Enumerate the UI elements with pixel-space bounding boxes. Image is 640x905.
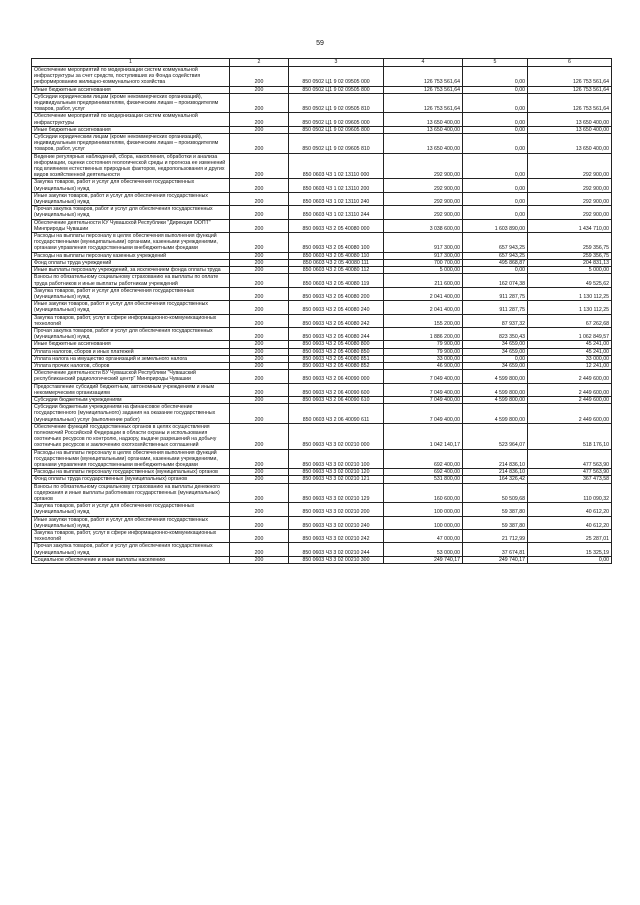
row-code: 200 <box>230 67 289 87</box>
row-classification-code: 850 0603 Ч3 2 05 40080 110 <box>289 252 384 259</box>
table-row <box>32 396 612 403</box>
row-description: Взносы по обязательному социальному страхованию на выплаты денежного содержания и иные выплаты работникам государственных (муниципальных) органов <box>32 483 230 503</box>
row-description: Обеспечение мероприятий по модернизации систем коммунальной инфраструктуры за счет средств, поступивших из Фонда содействия реформированию жилищно-коммунального хозяйства <box>32 67 230 87</box>
row-classification-code: 850 0603 Ч3 2 05 40080 240 <box>289 301 384 314</box>
row-code: 200 <box>230 341 289 348</box>
row-description: Уплата прочих налогов, сборов <box>32 362 230 369</box>
row-executed: 34 659,00 <box>463 341 528 348</box>
row-code: 200 <box>230 259 289 266</box>
row-code: 200 <box>230 348 289 355</box>
row-unexecuted: 0,00 <box>528 556 612 563</box>
row-code: 200 <box>230 274 289 287</box>
row-executed: 823 350,43 <box>463 327 528 340</box>
row-approved: 249 740,17 <box>384 556 463 563</box>
row-unexecuted: 25 287,01 <box>528 530 612 543</box>
row-executed: 164 326,42 <box>463 476 528 483</box>
table-row <box>32 483 612 503</box>
table-row <box>32 503 612 516</box>
row-executed: 1 603 890,00 <box>463 219 528 232</box>
row-executed: 911 287,75 <box>463 301 528 314</box>
row-unexecuted: 45 241,00 <box>528 348 612 355</box>
row-approved: 46 900,00 <box>384 362 463 369</box>
row-classification-code: 850 0603 Ч3 1 02 13110 200 <box>289 179 384 192</box>
row-unexecuted: 40 612,20 <box>528 503 612 516</box>
row-approved: 7 049 400,00 <box>384 396 463 403</box>
row-code: 200 <box>230 113 289 126</box>
row-unexecuted: 2 449 600,00 <box>528 383 612 396</box>
row-unexecuted: 1 434 710,00 <box>528 219 612 232</box>
table-row <box>32 404 612 424</box>
row-executed: 4 599 800,00 <box>463 383 528 396</box>
row-approved: 13 650 400,00 <box>384 113 463 126</box>
row-approved: 79 900,00 <box>384 348 463 355</box>
row-classification-code: 850 0603 Ч3 2 05 40080 851 <box>289 355 384 362</box>
header-cell: 1 <box>32 59 230 67</box>
row-approved: 47 000,00 <box>384 530 463 543</box>
row-approved: 33 000,00 <box>384 355 463 362</box>
row-code: 200 <box>230 301 289 314</box>
row-description: Фонд оплаты труда государственных (муниципальных) органов <box>32 476 230 483</box>
row-classification-code: 850 0603 Ч3 3 02 00210 240 <box>289 516 384 529</box>
row-code: 200 <box>230 556 289 563</box>
row-executed: 249 740,17 <box>463 556 528 563</box>
row-description: Обеспечение деятельности БУ Чувашской Республики "Чувашский республиканский радиологический центр" Минприроды Чувашии <box>32 370 230 383</box>
table-row <box>32 93 612 113</box>
table-row <box>32 219 612 232</box>
row-description: Расходы на выплаты персоналу государственных (муниципальных) органов <box>32 469 230 476</box>
row-code: 200 <box>230 93 289 113</box>
row-description: Расходы на выплаты персоналу в целях обеспечения выполнения функций государственными (муниципальными) органами, казенными учреждениями, органами управления государственными внебюджетными фондами <box>32 449 230 469</box>
table-row <box>32 126 612 133</box>
row-code: 200 <box>230 362 289 369</box>
row-executed: 0,00 <box>463 192 528 205</box>
row-code: 200 <box>230 530 289 543</box>
table-row <box>32 179 612 192</box>
row-approved: 5 000,00 <box>384 267 463 274</box>
row-approved: 292 900,00 <box>384 153 463 179</box>
row-classification-code: 850 0603 Ч3 2 06 40090 600 <box>289 383 384 396</box>
row-executed: 657 943,25 <box>463 233 528 253</box>
row-approved: 13 650 400,00 <box>384 126 463 133</box>
row-executed: 4 599 800,00 <box>463 370 528 383</box>
row-description: Иные закупки товаров, работ и услуг для обеспечения государственных (муниципальных) нужд <box>32 301 230 314</box>
row-classification-code: 850 0603 Ч3 3 02 00210 120 <box>289 469 384 476</box>
row-approved: 13 650 400,00 <box>384 134 463 154</box>
row-classification-code: 850 0603 Ч3 1 02 13110 244 <box>289 206 384 219</box>
row-description: Прочая закупка товаров, работ и услуг для обеспечения государственных (муниципальных) нужд <box>32 543 230 556</box>
row-code: 200 <box>230 314 289 327</box>
row-approved: 917 300,00 <box>384 233 463 253</box>
row-classification-code: 850 0603 Ч3 3 02 00210 000 <box>289 423 384 449</box>
row-description: Иные закупки товаров, работ и услуг для обеспечения государственных (муниципальных) нужд <box>32 192 230 205</box>
row-approved: 126 753 561,64 <box>384 67 463 87</box>
row-code: 200 <box>230 370 289 383</box>
row-code: 200 <box>230 355 289 362</box>
table-row <box>32 530 612 543</box>
row-executed: 911 287,75 <box>463 287 528 300</box>
row-executed: 214 836,10 <box>463 449 528 469</box>
row-description: Субсидии юридическим лицам (кроме некоммерческих организаций), индивидуальным предпринимателям, физическим лицам – производителям товаров, работ, услуг <box>32 93 230 113</box>
row-approved: 531 800,00 <box>384 476 463 483</box>
row-description: Закупка товаров, работ, услуг в сфере информационно-коммуникационных технологий <box>32 314 230 327</box>
row-classification-code: 850 0502 Ц1 9 02 09605 810 <box>289 134 384 154</box>
row-executed: 495 868,87 <box>463 259 528 266</box>
row-description: Закупка товаров, работ, услуг в сфере информационно-коммуникационных технологий <box>32 530 230 543</box>
table-row <box>32 556 612 563</box>
budget-table <box>31 58 612 564</box>
header-cell: 4 <box>384 59 463 67</box>
row-classification-code: 850 0603 Ч3 2 05 40080 100 <box>289 233 384 253</box>
row-code: 200 <box>230 516 289 529</box>
row-approved: 7 049 400,00 <box>384 383 463 396</box>
row-approved: 2 041 400,00 <box>384 301 463 314</box>
row-unexecuted: 259 356,75 <box>528 233 612 253</box>
table-row <box>32 67 612 87</box>
row-approved: 126 753 561,64 <box>384 86 463 93</box>
row-classification-code: 850 0603 Ч3 3 02 00210 100 <box>289 449 384 469</box>
row-unexecuted: 2 449 600,00 <box>528 404 612 424</box>
row-unexecuted: 292 900,00 <box>528 153 612 179</box>
row-unexecuted: 12 241,00 <box>528 362 612 369</box>
row-unexecuted: 204 831,13 <box>528 259 612 266</box>
row-code: 200 <box>230 287 289 300</box>
row-description: Уплата налогов, сборов и иных платежей <box>32 348 230 355</box>
row-unexecuted: 33 000,00 <box>528 355 612 362</box>
row-description: Ведение регулярных наблюдений, сбора, накопления, обработки и анализа информации, оценки состояния геологической среды и прогноза ее изменений под влиянием естественных природных факторов, недропользования и других видов хозяйственной деятельности <box>32 153 230 179</box>
row-code: 200 <box>230 404 289 424</box>
row-description: Социальное обеспечение и иные выплаты населению <box>32 556 230 563</box>
header-cell: 3 <box>289 59 384 67</box>
row-unexecuted: 1 130 112,25 <box>528 301 612 314</box>
row-approved: 100 000,00 <box>384 503 463 516</box>
row-code: 200 <box>230 219 289 232</box>
row-unexecuted: 13 650 400,00 <box>528 113 612 126</box>
row-description: Закупка товаров, работ и услуг для обеспечения государственных (муниципальных) нужд <box>32 179 230 192</box>
row-description: Субсидии бюджетным учреждениям <box>32 396 230 403</box>
row-classification-code: 850 0603 Ч3 3 02 00210 244 <box>289 543 384 556</box>
row-description: Иные бюджетные ассигнования <box>32 341 230 348</box>
row-code: 200 <box>230 126 289 133</box>
table-row <box>32 86 612 93</box>
row-unexecuted: 477 563,90 <box>528 469 612 476</box>
row-executed: 0,00 <box>463 206 528 219</box>
row-classification-code: 850 0603 Ч3 1 02 13110 000 <box>289 153 384 179</box>
table-row <box>32 355 612 362</box>
table-row <box>32 362 612 369</box>
table-row <box>32 206 612 219</box>
row-unexecuted: 292 900,00 <box>528 192 612 205</box>
row-approved: 1 042 140,17 <box>384 423 463 449</box>
row-classification-code: 850 0502 Ц1 9 02 09605 800 <box>289 126 384 133</box>
row-executed: 34 659,00 <box>463 362 528 369</box>
row-classification-code: 850 0603 Ч3 2 05 40080 242 <box>289 314 384 327</box>
row-unexecuted: 5 000,00 <box>528 267 612 274</box>
row-classification-code: 850 0603 Ч3 3 02 00210 242 <box>289 530 384 543</box>
row-description: Прочая закупка товаров, работ и услуг для обеспечения государственных (муниципальных) нужд <box>32 206 230 219</box>
row-classification-code: 850 0603 Ч3 3 02 00210 300 <box>289 556 384 563</box>
row-description: Обеспечение мероприятий по модернизации систем коммунальной инфраструктуры <box>32 113 230 126</box>
row-unexecuted: 13 650 400,00 <box>528 134 612 154</box>
row-code: 200 <box>230 86 289 93</box>
row-unexecuted: 15 325,19 <box>528 543 612 556</box>
table-row <box>32 259 612 266</box>
row-executed: 214 836,10 <box>463 469 528 476</box>
row-unexecuted: 13 650 400,00 <box>528 126 612 133</box>
row-approved: 292 900,00 <box>384 192 463 205</box>
row-description: Предоставление субсидий бюджетным, автономным учреждениям и иным некоммерческим организациям <box>32 383 230 396</box>
row-code: 200 <box>230 383 289 396</box>
row-description: Обеспечение деятельности КУ Чувашской Республики "Дирекция ООПТ" Минприроды Чувашии <box>32 219 230 232</box>
row-description: Фонд оплаты труда учреждений <box>32 259 230 266</box>
row-code: 200 <box>230 267 289 274</box>
row-approved: 100 000,00 <box>384 516 463 529</box>
row-approved: 3 038 600,00 <box>384 219 463 232</box>
row-classification-code: 850 0603 Ч3 2 06 40090 611 <box>289 404 384 424</box>
table-row <box>32 516 612 529</box>
row-code: 200 <box>230 153 289 179</box>
row-unexecuted: 2 449 600,00 <box>528 370 612 383</box>
row-approved: 155 200,00 <box>384 314 463 327</box>
table-row <box>32 301 612 314</box>
row-classification-code: 850 0603 Ч3 2 06 40090 610 <box>289 396 384 403</box>
table-row <box>32 449 612 469</box>
row-executed: 4 599 800,00 <box>463 404 528 424</box>
row-approved: 211 600,00 <box>384 274 463 287</box>
row-code: 200 <box>230 134 289 154</box>
row-classification-code: 850 0603 Ч3 3 02 00210 121 <box>289 476 384 483</box>
row-classification-code: 850 0603 Ч3 2 05 40080 200 <box>289 287 384 300</box>
row-unexecuted: 259 356,75 <box>528 252 612 259</box>
row-unexecuted: 67 262,68 <box>528 314 612 327</box>
table-row <box>32 134 612 154</box>
row-unexecuted: 367 473,58 <box>528 476 612 483</box>
table-row <box>32 314 612 327</box>
row-approved: 126 753 561,64 <box>384 93 463 113</box>
row-code: 200 <box>230 476 289 483</box>
row-approved: 917 300,00 <box>384 252 463 259</box>
row-description: Иные закупки товаров, работ и услуг для обеспечения государственных (муниципальных) нужд <box>32 516 230 529</box>
table-row <box>32 543 612 556</box>
table-row <box>32 383 612 396</box>
row-executed: 0,00 <box>463 179 528 192</box>
table-row <box>32 233 612 253</box>
row-code: 200 <box>230 206 289 219</box>
table-row <box>32 469 612 476</box>
row-unexecuted: 292 900,00 <box>528 179 612 192</box>
row-classification-code: 850 0603 Ч3 2 05 40080 800 <box>289 341 384 348</box>
header-cell: 2 <box>230 59 289 67</box>
row-description: Закупка товаров, работ и услуг для обеспечения государственных (муниципальных) нужд <box>32 287 230 300</box>
row-executed: 0,00 <box>463 153 528 179</box>
header-row <box>32 59 612 67</box>
row-code: 200 <box>230 423 289 449</box>
row-approved: 1 886 200,00 <box>384 327 463 340</box>
row-approved: 692 400,00 <box>384 469 463 476</box>
table-row <box>32 327 612 340</box>
row-code: 200 <box>230 483 289 503</box>
row-classification-code: 850 0603 Ч3 2 05 40080 850 <box>289 348 384 355</box>
row-unexecuted: 126 753 561,64 <box>528 86 612 93</box>
row-description: Расходы на выплаты персоналу казенных учреждений <box>32 252 230 259</box>
row-executed: 0,00 <box>463 93 528 113</box>
row-classification-code: 850 0603 Ч3 3 02 00210 200 <box>289 503 384 516</box>
header-cell: 5 <box>463 59 528 67</box>
row-unexecuted: 2 449 600,00 <box>528 396 612 403</box>
row-code: 200 <box>230 543 289 556</box>
table-row <box>32 370 612 383</box>
table-row <box>32 153 612 179</box>
row-code: 200 <box>230 503 289 516</box>
row-executed: 0,00 <box>463 355 528 362</box>
row-unexecuted: 1 130 112,25 <box>528 287 612 300</box>
row-executed: 34 659,00 <box>463 348 528 355</box>
row-description: Субсидии юридическим лицам (кроме некоммерческих организаций), индивидуальным предпринимателям, физическим лицам – производителям товаров, работ, услуг <box>32 134 230 154</box>
table-row <box>32 341 612 348</box>
row-executed: 0,00 <box>463 86 528 93</box>
row-code: 200 <box>230 469 289 476</box>
table-row <box>32 252 612 259</box>
row-unexecuted: 126 753 561,64 <box>528 93 612 113</box>
row-approved: 79 900,00 <box>384 341 463 348</box>
row-code: 200 <box>230 179 289 192</box>
row-classification-code: 850 0603 Ч3 1 02 13110 240 <box>289 192 384 205</box>
row-executed: 0,00 <box>463 67 528 87</box>
row-executed: 0,00 <box>463 113 528 126</box>
row-unexecuted: 1 062 849,57 <box>528 327 612 340</box>
row-classification-code: 850 0603 Ч3 2 05 40080 111 <box>289 259 384 266</box>
row-code: 200 <box>230 252 289 259</box>
header-cell: 6 <box>528 59 612 67</box>
row-approved: 692 400,00 <box>384 449 463 469</box>
row-approved: 2 041 400,00 <box>384 287 463 300</box>
row-description: Закупка товаров, работ и услуг для обеспечения государственных (муниципальных) нужд <box>32 503 230 516</box>
row-unexecuted: 110 090,32 <box>528 483 612 503</box>
row-classification-code: 850 0502 Ц1 9 02 09505 800 <box>289 86 384 93</box>
row-code: 200 <box>230 192 289 205</box>
row-unexecuted: 40 612,20 <box>528 516 612 529</box>
row-description: Субсидии бюджетным учреждениям на финансовое обеспечение государственного (муниципального) задания на оказание государственных (муниципальных) услуг (выполнение работ) <box>32 404 230 424</box>
row-description: Обеспечение функций государственных органов в целях осуществления полномочий Российской Федерации в области охраны и использования охотничьих ресурсов по контролю, надзору, выдаче разрешений на добычу охотничьих ресурсов и заключению охотхозяйственных соглашений <box>32 423 230 449</box>
row-code: 200 <box>230 233 289 253</box>
row-description: Прочая закупка товаров, работ и услуг для обеспечения государственных (муниципальных) нужд <box>32 327 230 340</box>
row-executed: 59 387,80 <box>463 516 528 529</box>
row-classification-code: 850 0603 Ч3 2 05 40080 119 <box>289 274 384 287</box>
table-row <box>32 274 612 287</box>
row-classification-code: 850 0502 Ц1 9 02 09505 000 <box>289 67 384 87</box>
row-executed: 50 509,68 <box>463 483 528 503</box>
row-approved: 292 900,00 <box>384 179 463 192</box>
row-executed: 21 712,99 <box>463 530 528 543</box>
table-row <box>32 348 612 355</box>
row-classification-code: 850 0502 Ц1 9 02 09605 000 <box>289 113 384 126</box>
row-approved: 292 900,00 <box>384 206 463 219</box>
row-code: 200 <box>230 449 289 469</box>
table-row <box>32 267 612 274</box>
row-description: Взносы по обязательному социальному страхованию на выплаты по оплате труда работников и иные выплаты работникам учреждений <box>32 274 230 287</box>
row-classification-code: 850 0603 Ч3 2 05 40080 852 <box>289 362 384 369</box>
row-code: 200 <box>230 396 289 403</box>
row-approved: 7 049 400,00 <box>384 370 463 383</box>
row-executed: 0,00 <box>463 134 528 154</box>
row-classification-code: 850 0603 Ч3 2 05 40080 000 <box>289 219 384 232</box>
row-executed: 4 599 800,00 <box>463 396 528 403</box>
row-description: Уплата налога на имущество организаций и земельного налога <box>32 355 230 362</box>
table-row <box>32 476 612 483</box>
row-description: Иные бюджетные ассигнования <box>32 86 230 93</box>
table-row <box>32 192 612 205</box>
table-row <box>32 287 612 300</box>
row-unexecuted: 49 525,62 <box>528 274 612 287</box>
row-unexecuted: 45 241,00 <box>528 341 612 348</box>
table-row <box>32 423 612 449</box>
row-executed: 657 943,25 <box>463 252 528 259</box>
row-classification-code: 850 0603 Ч3 3 02 00210 129 <box>289 483 384 503</box>
row-approved: 7 049 400,00 <box>384 404 463 424</box>
row-approved: 53 000,00 <box>384 543 463 556</box>
row-classification-code: 850 0603 Ч3 2 05 40080 244 <box>289 327 384 340</box>
row-code: 200 <box>230 327 289 340</box>
row-executed: 0,00 <box>463 126 528 133</box>
row-executed: 87 937,32 <box>463 314 528 327</box>
row-unexecuted: 477 563,90 <box>528 449 612 469</box>
row-approved: 700 700,00 <box>384 259 463 266</box>
row-description: Расходы на выплаты персоналу в целях обеспечения выполнения функций государственными (муниципальными) органами, казенными учреждениями, органами управления государственными внебюджетными фондами <box>32 233 230 253</box>
row-description: Иные выплаты персоналу учреждений, за исключением фонда оплаты труда <box>32 267 230 274</box>
row-executed: 37 674,81 <box>463 543 528 556</box>
row-unexecuted: 518 176,10 <box>528 423 612 449</box>
row-classification-code: 850 0603 Ч3 2 05 40080 112 <box>289 267 384 274</box>
row-unexecuted: 292 900,00 <box>528 206 612 219</box>
row-classification-code: 850 0502 Ц1 9 02 09505 810 <box>289 93 384 113</box>
row-executed: 523 964,07 <box>463 423 528 449</box>
row-executed: 162 074,38 <box>463 274 528 287</box>
row-executed: 0,00 <box>463 267 528 274</box>
table-row <box>32 113 612 126</box>
row-classification-code: 850 0603 Ч3 2 06 40090 000 <box>289 370 384 383</box>
page-number: 59 <box>316 40 324 47</box>
row-executed: 59 387,80 <box>463 503 528 516</box>
row-approved: 160 600,00 <box>384 483 463 503</box>
row-unexecuted: 126 753 561,64 <box>528 67 612 87</box>
row-description: Иные бюджетные ассигнования <box>32 126 230 133</box>
